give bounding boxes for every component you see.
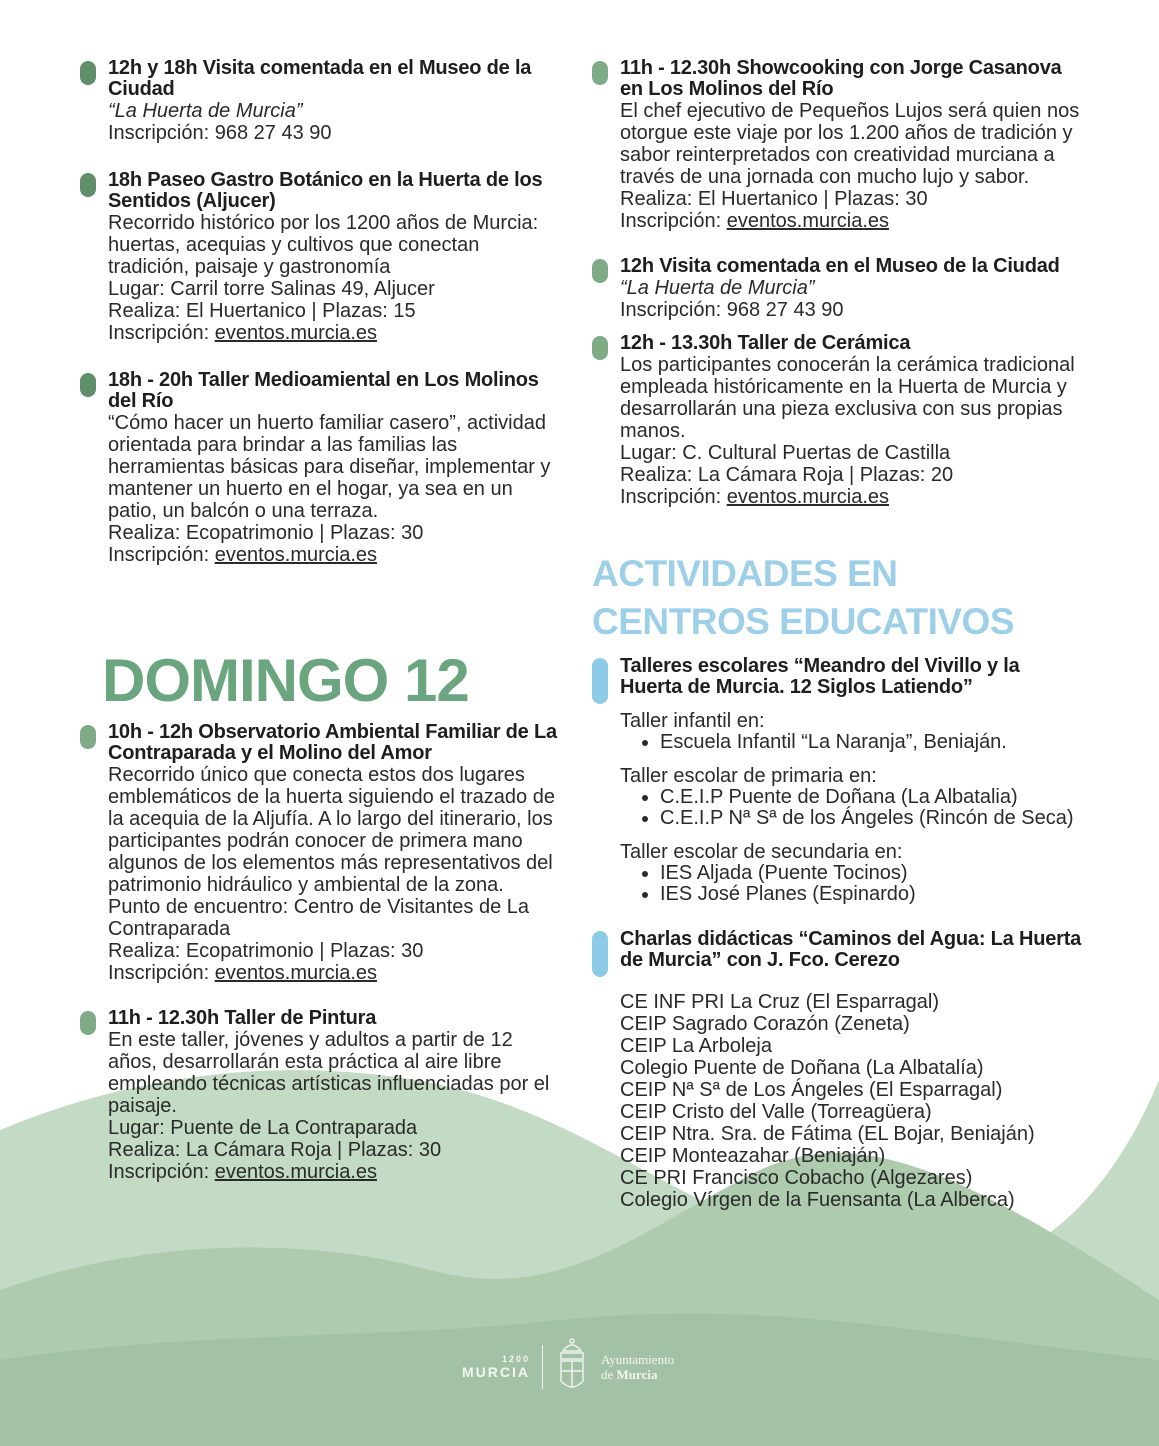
inscripcion-label: Inscripción:	[620, 299, 727, 321]
inscripcion-label: Inscripción:	[108, 1161, 215, 1183]
block-title: Charlas didácticas “Caminos del Agua: La Huerta de Murcia” con J. Fco. Cerezo	[620, 928, 1082, 971]
inscripcion-label: Inscripción:	[108, 962, 215, 984]
event-inscripcion	[620, 486, 1082, 508]
list-primaria	[620, 787, 1082, 829]
list-item: • C.E.I.P Nª Sª de los Ángeles (Rincón de Seca)	[660, 808, 1082, 829]
event-lugar: Lugar: Puente de La Contraparada	[108, 1117, 418, 1139]
event-description: Recorrido histórico por los 1200 años de Murcia: huertas, acequias y cultivos que conectan tradición, paisaje y gastronomía	[108, 212, 539, 278]
logo-1200-text: 1200	[501, 1354, 530, 1364]
event-inscripcion	[620, 299, 1082, 321]
logo-divider	[542, 1345, 543, 1389]
event-realiza: Realiza: La Cámara Roja | Plazas: 30	[108, 1139, 442, 1161]
event-museo-12h	[592, 256, 1082, 321]
group-label-primaria: Taller escolar de primaria en:	[620, 765, 877, 787]
event-punto-encuentro: Punto de encuentro: Centro de Visitantes de La Contraparada	[108, 896, 530, 940]
event-title: 12h Visita comentada en el Museo de la Ciudad	[620, 255, 1060, 277]
murcia-1200-logo	[462, 1354, 530, 1380]
bullet-pill-icon	[592, 658, 608, 704]
school-item: CEIP La Arboleja	[620, 1035, 772, 1057]
inscripcion-phone: 968 27 43 90	[726, 299, 844, 321]
event-inscripcion	[108, 122, 560, 144]
event-description: En este taller, jóvenes y adultos a partir de 12 años, desarrollarán esta práctica al aire libre empleando técnicas artísticas influenciadas por el paisaje.	[108, 1029, 550, 1117]
school-item: CE PRI Francisco Cobacho (Algezares)	[620, 1167, 973, 1189]
charlas-didacticas-block	[592, 929, 1082, 1211]
inscripcion-label: Inscripción:	[108, 322, 215, 344]
bullet-pill-icon	[592, 61, 608, 85]
event-realiza: Realiza: Ecopatrimonio | Plazas: 30	[108, 940, 424, 962]
inscripcion-label: Inscripción:	[620, 486, 727, 508]
ayto-murcia: Murcia	[616, 1367, 658, 1382]
left-column	[80, 58, 560, 1207]
list-infantil	[620, 732, 1082, 753]
bullet-pill-icon	[80, 725, 96, 749]
school-item: CEIP Monteazahar (Beniaján)	[620, 1145, 886, 1167]
event-inscripcion	[108, 1161, 560, 1183]
event-realiza: Realiza: El Huertanico | Plazas: 30	[620, 188, 928, 210]
school-item: CE INF PRI La Cruz (El Esparragal)	[620, 991, 939, 1013]
bullet-pill-icon	[80, 61, 96, 85]
inscripcion-link[interactable]: eventos.murcia.es	[214, 544, 378, 566]
right-column	[592, 58, 1082, 1235]
event-title: 11h - 12.30h Taller de Pintura	[108, 1007, 377, 1029]
group-label-secundaria: Taller escolar de secundaria en:	[620, 841, 903, 863]
event-title: 12h - 13.30h Taller de Cerámica	[620, 332, 911, 354]
event-realiza: Realiza: La Cámara Roja | Plazas: 20	[620, 464, 954, 486]
ayto-line1: Ayuntamiento	[601, 1352, 675, 1367]
talleres-escolares-block	[592, 656, 1082, 905]
bullet-pill-icon	[80, 373, 96, 397]
school-item: CEIP Cristo del Valle (Torreagüera)	[620, 1101, 932, 1123]
block-title: Talleres escolares “Meandro del Vivillo y la Huerta de Murcia. 12 Siglos Latiendo”	[620, 655, 1020, 698]
event-subtitle: “La Huerta de Murcia”	[108, 100, 303, 122]
logo-murcia-text: MURCIA	[462, 1364, 530, 1380]
event-title: 10h - 12h Observatorio Ambiental Familiar de La Contraparada y el Molino del Amor	[108, 721, 557, 764]
school-item: CEIP Nª Sª de Los Ángeles (El Esparragal)	[620, 1079, 1003, 1101]
event-taller-pintura	[80, 1008, 560, 1183]
group-label-infantil: Taller infantil en:	[620, 710, 765, 732]
inscripcion-label: Inscripción:	[108, 122, 215, 144]
bullet-pill-icon	[80, 1011, 96, 1035]
school-item: Colegio Puente de Doñana (La Albatalía)	[620, 1057, 984, 1079]
list-item: • C.E.I.P Puente de Doñana (La Albatalia)	[660, 787, 1082, 808]
day-heading-domingo: DOMINGO 12	[102, 647, 469, 714]
event-taller-medioambiental	[80, 370, 560, 566]
ayto-prefix: de	[601, 1367, 617, 1382]
event-inscripcion	[108, 322, 560, 344]
list-item: • IES Aljada (Puente Tocinos)	[660, 863, 1082, 884]
event-paseo-gastro-botanico	[80, 170, 560, 344]
event-museo-12h-18h	[80, 58, 560, 144]
inscripcion-phone: 968 27 43 90	[214, 122, 332, 144]
event-title: 12h y 18h Visita comentada en el Museo de la Ciudad	[108, 57, 532, 100]
event-observatorio-ambiental	[80, 722, 560, 984]
footer-logos	[462, 1332, 674, 1402]
ayuntamiento-logo	[601, 1352, 674, 1382]
school-item: Colegio Vírgen de la Fuensanta (La Alberca)	[620, 1189, 1015, 1211]
ayto-line2	[601, 1367, 674, 1382]
event-inscripcion	[620, 210, 1082, 232]
bullet-pill-icon	[592, 259, 608, 283]
bullet-pill-icon	[592, 336, 608, 360]
inscripcion-link[interactable]: eventos.murcia.es	[726, 486, 890, 508]
coat-of-arms-icon	[555, 1337, 589, 1397]
event-description: “Cómo hacer un huerto familiar casero”, actividad orientada para brindar a las familias las herramientas básicas para diseñar, implementar y mantener un huerto en el hogar, ya sea en un patio, un balcón o una terraza.	[108, 412, 551, 522]
inscripcion-link[interactable]: eventos.murcia.es	[214, 322, 378, 344]
event-showcooking	[592, 58, 1082, 232]
bullet-pill-icon	[80, 173, 96, 197]
event-description: El chef ejecutivo de Pequeños Lujos será quien nos otorgue este viaje por los 1.200 años de tradición y sabor reinterpretados con creatividad murciana a través de una jornada con mucho lujo y sabor.	[620, 100, 1080, 188]
event-title: 18h Paseo Gastro Botánico en la Huerta de los Sentidos (Aljucer)	[108, 169, 543, 212]
event-title: 18h - 20h Taller Medioamiental en Los Molinos del Río	[108, 369, 539, 412]
school-item: CEIP Sagrado Corazón (Zeneta)	[620, 1013, 910, 1035]
event-lugar: Lugar: Carril torre Salinas 49, Aljucer	[108, 278, 435, 300]
event-realiza: Realiza: El Huertanico | Plazas: 15	[108, 300, 416, 322]
event-description: Los participantes conocerán la cerámica tradicional empleada históricamente en la Huerta de Murcia y desarrollarán una pieza exclusiva con sus propias manos.	[620, 354, 1075, 442]
inscripcion-link[interactable]: eventos.murcia.es	[214, 1161, 378, 1183]
event-lugar: Lugar: C. Cultural Puertas de Castilla	[620, 442, 951, 464]
event-title: 11h - 12.30h Showcooking con Jorge Casanova en Los Molinos del Río	[620, 57, 1062, 100]
event-realiza: Realiza: Ecopatrimonio | Plazas: 30	[108, 522, 424, 544]
event-inscripcion	[108, 544, 560, 566]
inscripcion-link[interactable]: eventos.murcia.es	[726, 210, 890, 232]
event-taller-ceramica	[592, 333, 1082, 508]
event-subtitle: “La Huerta de Murcia”	[620, 277, 815, 299]
event-description: Recorrido único que conecta estos dos lugares emblemáticos de la huerta siguiendo el trazado de la acequia de la Aljufía. A lo largo del itinerario, los participantes podrán conocer de primera mano algunos de los elementos más representativos del patrimonio hidráulico y ambiental de la zona.	[108, 764, 555, 896]
school-item: CEIP Ntra. Sra. de Fátima (EL Bojar, Beniaján)	[620, 1123, 1035, 1145]
event-inscripcion	[108, 962, 560, 984]
bullet-pill-icon	[592, 931, 608, 977]
list-item: • IES José Planes (Espinardo)	[660, 884, 1082, 905]
inscripcion-label: Inscripción:	[620, 210, 727, 232]
list-secundaria	[620, 863, 1082, 905]
inscripcion-label: Inscripción:	[108, 544, 215, 566]
list-item: • Escuela Infantil “La Naranja”, Beniaján.	[660, 732, 1082, 753]
section-heading-centros-educativos: ACTIVIDADES EN CENTROS EDUCATIVOS	[592, 553, 1015, 642]
inscripcion-link[interactable]: eventos.murcia.es	[214, 962, 378, 984]
